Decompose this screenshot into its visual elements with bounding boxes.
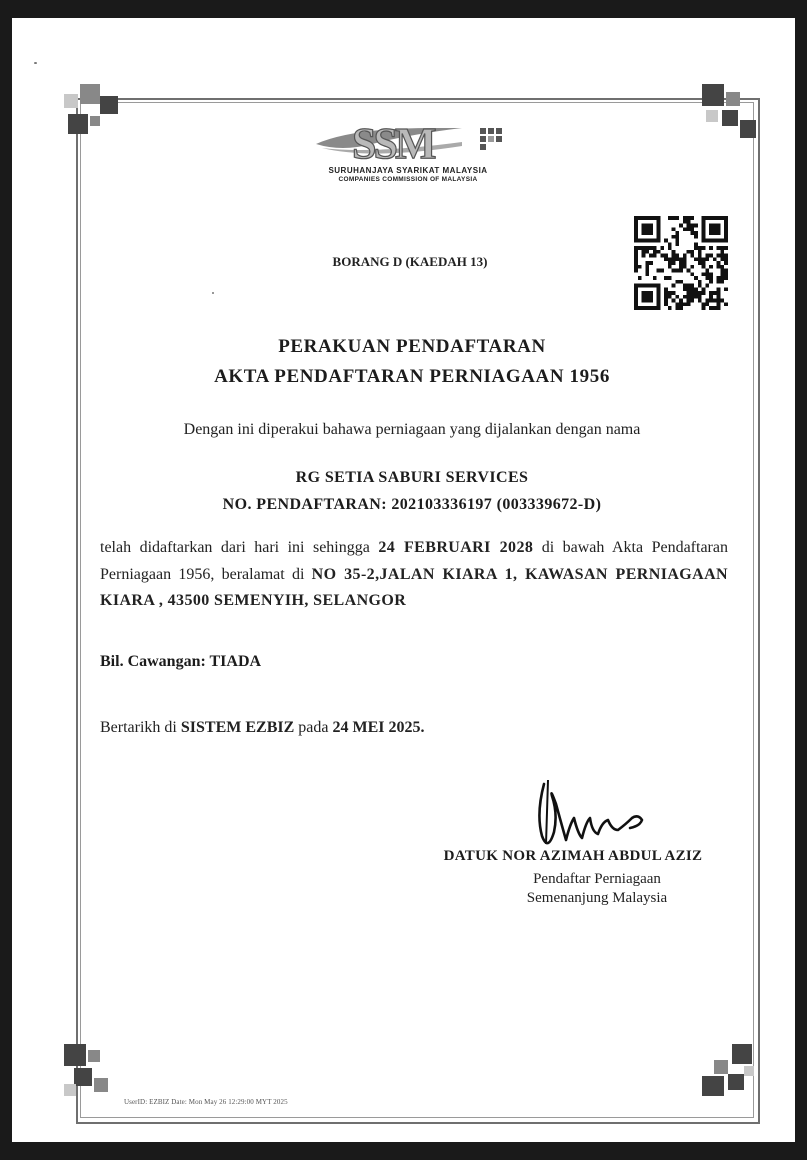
scan-speck [212,292,214,294]
expiry-date: 24 FEBRUARI 2028 [378,539,534,556]
issue-statement [100,719,424,737]
issue-system: SISTEM EZBIZ [180,719,295,736]
corner-ornament-top-right [702,84,756,138]
statement-text-1: telah didaftarkan dari hari ini sehingga [100,539,379,556]
signatory-name: DATUK NOR AZIMAH ABDUL AZIZ [443,848,703,864]
corner-ornament-top-left [64,84,118,138]
print-footer: UserID: EZBIZ Date: Mon May 26 12:29:00 MYT 2025 [124,1098,288,1106]
certificate-page [12,18,795,1142]
certificate-title: PERAKUAN PENDAFTARAN [278,336,546,357]
registration-number: NO. PENDAFTARAN: 202103336197 (003339672-D) [222,496,602,513]
org-name-english: COMPANIES COMMISSION OF MALAYSIA [338,176,478,183]
issue-date: 24 MEI 2025. [332,719,425,736]
signatory-region: Semenanjung Malaysia [526,890,668,906]
branch-count: Bil. Cawangan: TIADA [100,653,262,670]
ssm-logo-text: SSM [352,119,434,168]
form-code: BORANG D (KAEDAH 13) [332,254,488,269]
intro-statement: Dengan ini diperakui bahawa perniagaan yang dijalankan dengan nama [183,421,641,438]
signatory-role: Pendaftar Perniagaan [533,871,661,887]
qr-code [634,216,728,310]
corner-ornament-bottom-right [702,1044,756,1098]
registration-statement [100,535,728,615]
issue-middle: pada [294,719,333,736]
corner-ornament-bottom-left [64,1044,118,1098]
scan-speck [34,62,37,64]
business-name: RG SETIA SABURI SERVICES [295,469,529,486]
act-title: AKTA PENDAFTARAN PERNIAGAAN 1956 [214,366,610,387]
statement-text-2: di bawah Akta Pendaftaran Perniagaan 1956, beralamat di [100,539,728,583]
business-address: NO 35-2,JALAN KIARA 1, KAWASAN PERNIAGAAN KIARA , 43500 SEMENYIH, SELANGOR [100,565,728,609]
issue-prefix: Bertarikh di [100,719,181,736]
org-name-malay: SURUHANJAYA SYARIKAT MALAYSIA [328,166,488,175]
